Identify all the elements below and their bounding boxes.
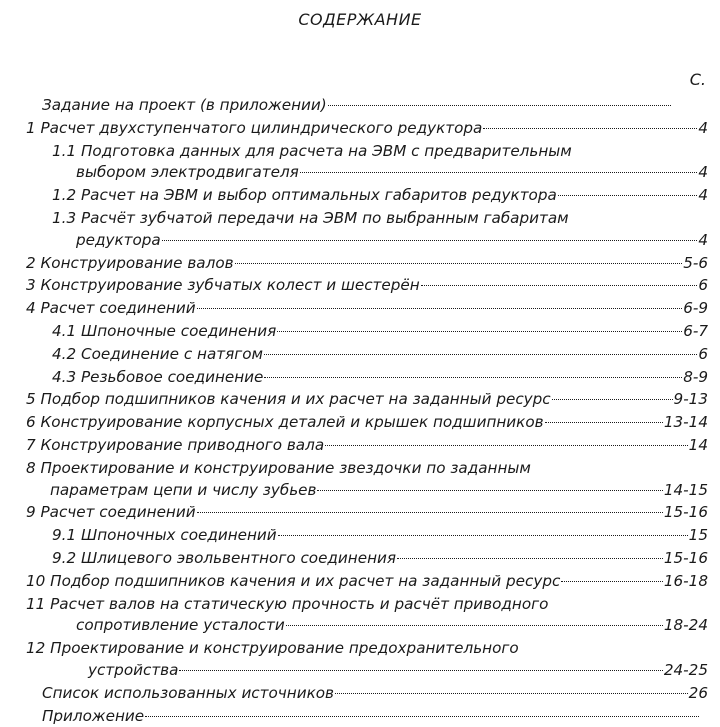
toc-page-number: 15-16 (663, 548, 708, 567)
toc-page-number: 14-15 (663, 480, 708, 499)
toc-page-number: 24-25 (663, 660, 708, 679)
toc-entry-continuation: редуктора 4 (0, 229, 720, 252)
dot-leader (317, 489, 662, 491)
toc-page-number: 4 (698, 230, 708, 249)
page-column-label: С. (689, 70, 706, 89)
toc-entry: 10 Подбор подшипников качения и их расчет на заданный ресурс 16-18 (0, 570, 720, 593)
toc-page-number: 6-7 (683, 321, 708, 340)
toc-entry: 12 Проектирование и конструирование предохранительного (26, 639, 519, 658)
toc-entry: 9 Расчет соединений 15-16 (0, 501, 720, 524)
toc-page-number: 4 (698, 186, 708, 205)
dot-leader (277, 330, 682, 332)
toc-entry: 8 Проектирование и конструирование звездочки по заданным (26, 458, 531, 477)
toc-entry: 1.2 Расчет на ЭВМ и выбор оптимальных габаритов редуктора 4 (0, 184, 720, 207)
page-title: СОДЕРЖАНИЕ (298, 10, 422, 29)
toc-entry-continuation: сопротивление усталости 18-24 (0, 614, 720, 637)
dot-leader (162, 239, 698, 241)
toc-page-number: 13-14 (663, 413, 708, 432)
toc-page-number: 15-16 (663, 503, 708, 522)
toc-entry: Список использованных источников 26 (0, 682, 720, 705)
toc-entry-continuation: параметрам цепи и числу зубьев 14-15 (0, 479, 720, 502)
toc-page-number: 6 (698, 344, 708, 363)
toc-page-number: 6-9 (683, 299, 708, 318)
dot-leader (552, 398, 673, 400)
toc-entry: 2 Конструирование валов 5-6 (0, 252, 720, 275)
toc-page-number: 9-13 (673, 390, 708, 409)
dot-leader (264, 376, 682, 378)
toc-page-number: 8-9 (683, 367, 708, 386)
dot-leader (179, 669, 662, 671)
dot-leader (197, 511, 663, 513)
toc-page-number: 4 (698, 118, 708, 137)
toc-entry: Задание на проект (в приложении) (0, 94, 720, 117)
dot-leader (335, 692, 688, 694)
toc-entry: 1.1 Подготовка данных для расчета на ЭВМ с предварительным (52, 141, 572, 160)
dot-leader (325, 444, 688, 446)
toc-entry-continuation: устройства 24-25 (0, 659, 720, 682)
toc-entry: 4.1 Шпоночные соединения 6-7 (0, 320, 720, 343)
dot-leader (197, 307, 683, 309)
toc-entry: 3 Конструирование зубчатых колест и шестерён 6 (0, 274, 720, 297)
toc-page-number: 18-24 (663, 616, 708, 635)
dot-leader (300, 171, 698, 173)
toc-entry: 11 Расчет валов на статическую прочность и расчёт приводного (26, 594, 549, 613)
toc-entry: 5 Подбор подшипников качения и их расчет на заданный ресурс 9-13 (0, 388, 720, 411)
dot-leader (483, 127, 697, 129)
dot-leader (397, 557, 663, 559)
toc-entry: Приложение (0, 705, 720, 727)
toc-page-number: 4 (698, 163, 708, 182)
toc-entry: 1.3 Расчёт зубчатой передачи на ЭВМ по выбранным габаритам (52, 208, 569, 227)
toc-page-number: 14 (688, 435, 708, 454)
dot-leader (561, 580, 663, 582)
toc-entry: 6 Конструирование корпусных деталей и крышек подшипников 13-14 (0, 411, 720, 434)
dot-leader (235, 262, 683, 264)
dot-leader (264, 353, 697, 355)
dot-leader (328, 104, 671, 106)
toc-page-number: 5-6 (683, 253, 708, 272)
toc-page-number: 6 (698, 276, 708, 295)
toc-entry: 9.2 Шлицевого эвольвентного соединения 15-16 (0, 547, 720, 570)
table-of-contents (0, 94, 720, 727)
toc-page-number: 26 (688, 683, 708, 702)
dot-leader (145, 715, 699, 717)
toc-entry: 4.2 Соединение с натягом 6 (0, 343, 720, 366)
toc-entry-continuation: выбором электродвигателя 4 (0, 161, 720, 184)
dot-leader (545, 421, 663, 423)
toc-entry: 9.1 Шпоночных соединений 15 (0, 524, 720, 547)
toc-entry: 4.3 Резьбовое соединение 8-9 (0, 366, 720, 389)
toc-page-number: 16-18 (663, 571, 708, 590)
toc-entry: 4 Расчет соединений 6-9 (0, 297, 720, 320)
toc-page-number: 15 (688, 526, 708, 545)
dot-leader (286, 624, 663, 626)
dot-leader (278, 534, 688, 536)
toc-entry: 1 Расчет двухступенчатого цилиндрического редуктора 4 (0, 117, 720, 140)
dot-leader (558, 194, 698, 196)
dot-leader (421, 284, 698, 286)
toc-entry: 7 Конструирование приводного вала 14 (0, 434, 720, 457)
